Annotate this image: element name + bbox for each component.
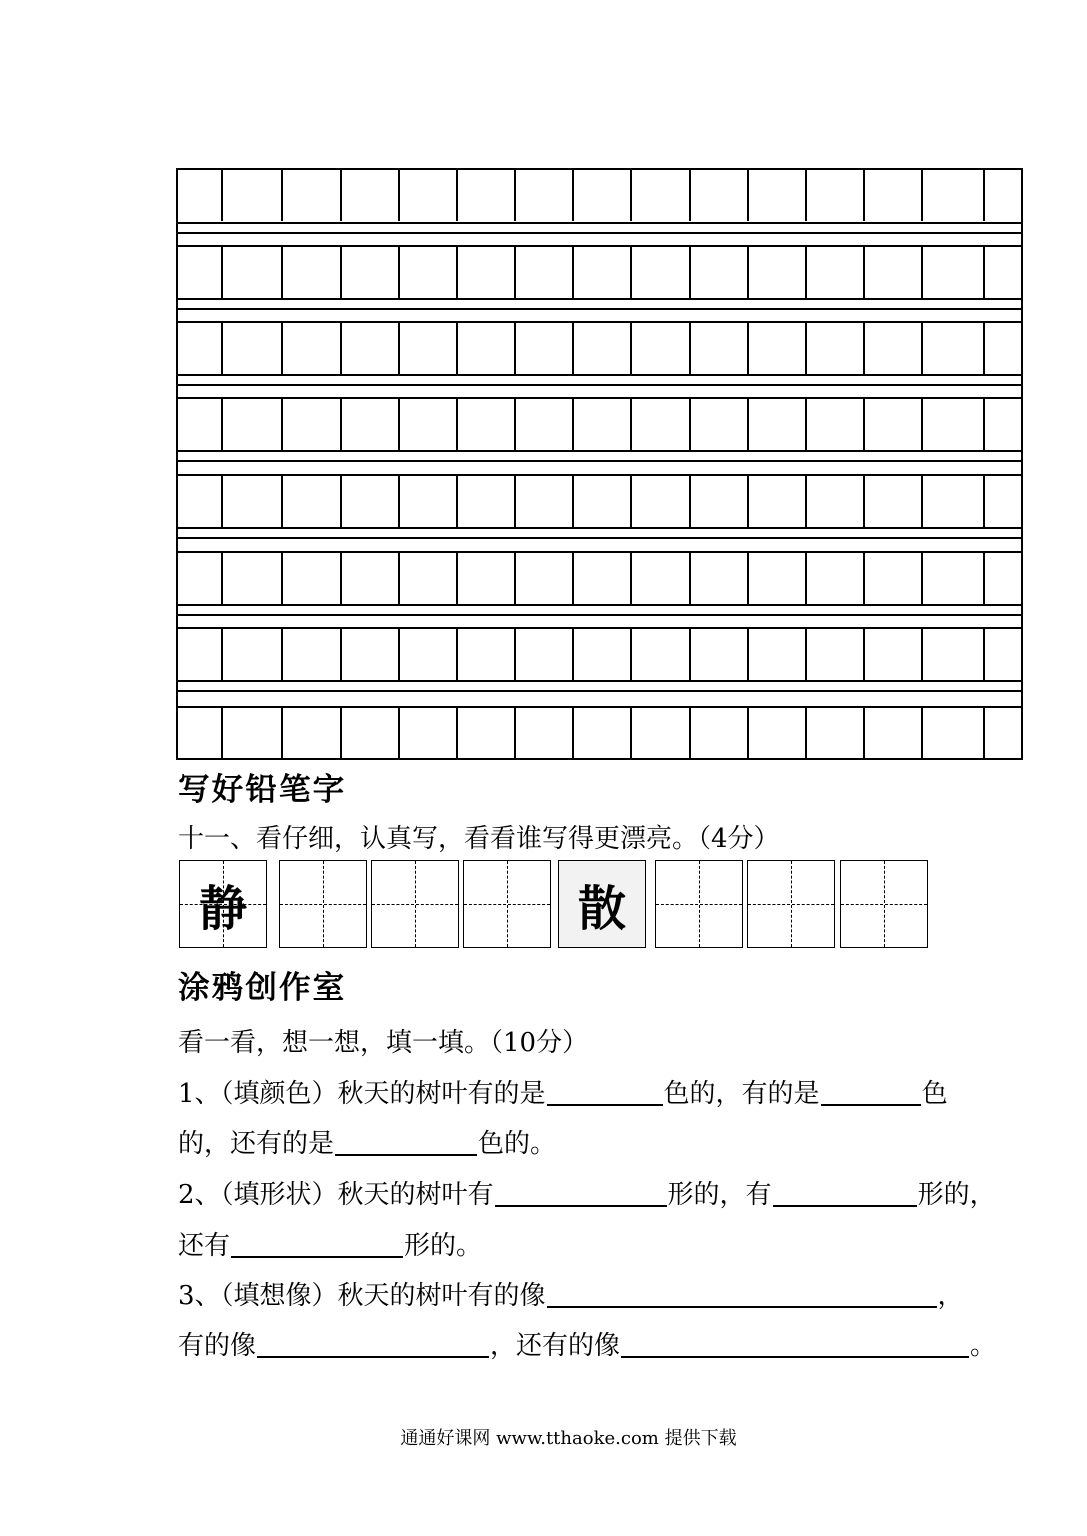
q3-text-b: ， (937, 1281, 964, 1311)
q3-text-e: 。 (970, 1331, 997, 1361)
handwriting-instruction: 十一、看仔细，认真写，看看谁写得更漂亮。（4分） (178, 824, 780, 854)
model-character-jing: 静 (198, 880, 247, 937)
doodle-intro: 看一看，想一想，填一填。（10分） (178, 1028, 589, 1058)
q2-text-c: 形的， (917, 1180, 996, 1210)
q3-blank-1[interactable] (547, 1280, 937, 1308)
tianzige-cell[interactable] (840, 860, 928, 948)
q1-blank-3[interactable] (335, 1128, 477, 1156)
q2-text-d: 还有 (178, 1231, 231, 1261)
tianzige-cell-model-1 (179, 860, 267, 948)
q3-text-a: 3、（填想像）秋天的树叶有的像 (178, 1281, 546, 1311)
model-character-san: 散 (577, 880, 626, 937)
handwriting-section-title: 写好铅笔字 (178, 772, 347, 808)
q1-blank-2[interactable] (821, 1078, 921, 1106)
q2-text-e: 形的。 (404, 1231, 483, 1261)
q1-text-b: 色的，有的是 (663, 1079, 820, 1109)
question-1-line-1 (178, 1077, 948, 1111)
q1-text-c: 色 (921, 1079, 948, 1109)
tianzige-cell[interactable] (463, 860, 551, 948)
q2-text-a: 2、（填形状）秋天的树叶有 (178, 1180, 494, 1210)
composition-writing-grid[interactable] (176, 168, 1023, 760)
q1-text-d: 的，还有的是 (178, 1129, 335, 1159)
question-2-line-1 (178, 1178, 996, 1212)
q2-text-b: 形的，有 (667, 1180, 772, 1210)
q1-blank-1[interactable] (547, 1078, 663, 1106)
footer-note (0, 1424, 1087, 1450)
q3-blank-3[interactable] (621, 1330, 969, 1358)
q2-blank-3[interactable] (231, 1230, 403, 1258)
tianzige-cell[interactable] (747, 860, 835, 948)
footer-text: 通通好课网 www.tthaoke.com 提供下载 (400, 1428, 737, 1449)
doodle-section-title: 涂鸦创作室 (178, 970, 347, 1006)
q3-text-d: ，还有的像 (490, 1331, 621, 1361)
tianzige-cell[interactable] (655, 860, 743, 948)
tianzige-cell[interactable] (279, 860, 367, 948)
question-3-line-2 (178, 1329, 996, 1363)
q2-blank-1[interactable] (495, 1179, 667, 1207)
q2-blank-2[interactable] (773, 1179, 917, 1207)
q1-text-a: 1、（填颜色）秋天的树叶有的是 (178, 1079, 546, 1109)
q1-text-e: 色的。 (478, 1129, 557, 1159)
q3-text-c: 有的像 (178, 1331, 257, 1361)
tianzige-cell[interactable] (371, 860, 459, 948)
tianzige-practice-row (179, 860, 931, 952)
q3-blank-2[interactable] (257, 1330, 489, 1358)
question-1-line-2 (178, 1127, 556, 1161)
question-2-line-2 (178, 1229, 482, 1263)
tianzige-cell-model-2 (558, 860, 646, 948)
grid-border (177, 169, 1022, 759)
question-3-line-1 (178, 1279, 964, 1313)
